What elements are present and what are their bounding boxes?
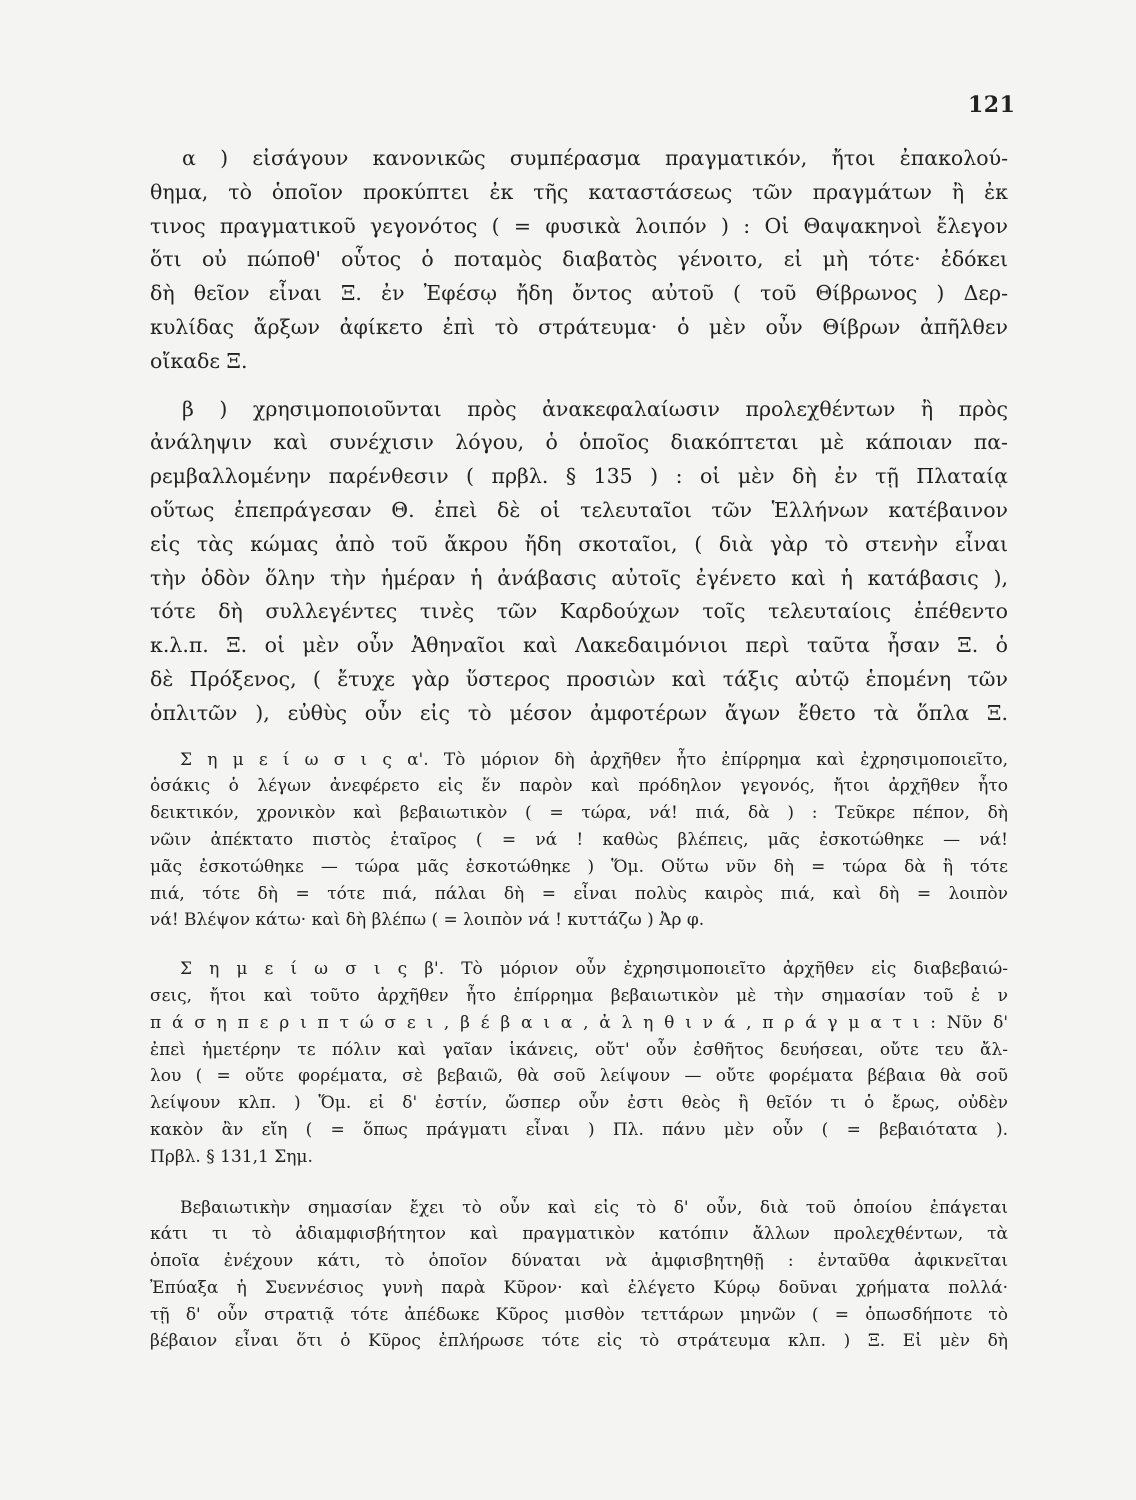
- page-number: 121: [968, 92, 1016, 118]
- text-line: Πρβλ. § 131,1 Σημ.: [150, 1146, 313, 1167]
- text-line: θημα, τὸ ὁποῖον προκύπτει ἐκ τῆς καταστάσεως τῶν πραγμάτων ἢ ἐκ: [150, 179, 1008, 204]
- text-line: δεικτικόν, χρονικὸν καὶ βεβαιωτικὸν ( = τώρα, νά! πιά, δὰ ) : Τεῦκρε πέπον, δὴ: [150, 803, 1008, 824]
- text-line: π ά σ η π ε ρ ι π τ ώ σ ε ι , β έ β α ι α , ἀ λ η θ ι ν ά , π ρ ά γ μ α τ ι : Νῦν δ': [150, 1012, 1008, 1033]
- text-line: λείψουν κλπ. ) Ὅμ. εἰ δ' ἐστίν, ὥσπερ οὖν ἐστι θεὸς ἢ θεῖόν τι ὁ ἔρως, οὐδὲν: [150, 1093, 1008, 1114]
- text-line: δὴ θεῖον εἶναι Ξ. ἐν Ἐφέσῳ ἤδη ὄντος αὐτοῦ ( τοῦ Θίβρωνος ) Δερ-: [150, 281, 1008, 306]
- text-line: ἀνάληψιν καὶ συνέχισιν λόγου, ὁ ὁποῖος διακόπτεται μὲ κάποιαν πα-: [150, 430, 1008, 455]
- text-line: βέβαιον εἶναι ὅτι ὁ Κῦρος ἐπλήρωσε τότε εἰς τὸ στράτευμα κλπ. ) Ξ. Εἰ μὲν δὴ: [150, 1331, 1008, 1352]
- text-line: τὴν ὁδὸν ὅλην τὴν ἡμέραν ἡ ἀνάβασις αὐτοῖς ἐγένετο καὶ ἡ κατάβασις ),: [150, 565, 1008, 590]
- text-line: εἰς τὰς κώμας ἀπὸ τοῦ ἄκρου ἤδη σκοταῖοι, ( διὰ γὰρ τὸ στενὴν εἶναι: [150, 531, 1008, 556]
- text-line: β ) χρησιμοποιοῦνται πρὸς ἀνακεφαλαίωσιν προλεχθέντων ἢ πρὸς: [182, 396, 1008, 421]
- paragraph-alpha: [150, 142, 1008, 379]
- text-line: κακὸν ἂν εἴη ( = ὅπως πράγματι εἶναι ) Πλ. πάνυ μὲν οὖν ( = βεβαιότατα ).: [150, 1119, 1008, 1140]
- text-line: Σ η μ ε ί ω σ ι ς α'. Τὸ μόριον δὴ ἀρχῆθεν ἦτο ἐπίρρημα καὶ ἐχρησιμοποιεῖτο,: [180, 749, 1008, 770]
- note-beta: [150, 956, 1008, 1170]
- text-line: ἐπεὶ ἡμετέρην τε πόλιν καὶ γαῖαν ἱκάνεις, οὔτ' οὖν ἐσθῆτος δευήσεαι, οὔτε τευ ἄλ-: [150, 1039, 1008, 1060]
- text-line: ρεμβαλλομένην παρένθεσιν ( πρβλ. § 135 ) : οἱ μὲν δὴ ἐν τῇ Πλαταίᾳ: [150, 464, 1008, 489]
- text-line: Ἐπύαξα ἡ Συεννέσιος γυνὴ παρὰ Κῦρον· καὶ ἐλέγετο Κύρῳ δοῦναι χρήματα πολλά·: [150, 1277, 1008, 1298]
- text-line: μᾶς ἐσκοτώθηκε — τώρα μᾶς ἐσκοτώθηκε ) Ὅμ. Οὕτω νῦν δὴ = τώρα δὰ ἢ τότε: [150, 856, 1008, 877]
- text-line: ὁποῖα ἐνέχουν κάτι, τὸ ὁποῖον δύναται νὰ ἀμφισβητηθῇ : ἐνταῦθα ἀφικνεῖται: [150, 1251, 1008, 1272]
- text-line: κ.λ.π. Ξ. οἱ μὲν οὖν Ἀθηναῖοι καὶ Λακεδαιμόνιοι περὶ ταῦτα ἦσαν Ξ. ὁ: [150, 633, 1008, 658]
- text-line: Βεβαιωτικὴν σημασίαν ἔχει τὸ οὖν καὶ εἰς τὸ δ' οὖν, διὰ τοῦ ὁποίου ἐπάγεται: [180, 1197, 1008, 1218]
- text-line: τῇ δ' οὖν στρατιᾷ τότε ἀπέδωκε Κῦρος μισθὸν τεττάρων μηνῶν ( = ὁπωσδήποτε τὸ: [150, 1304, 1008, 1325]
- text-line: ὁσάκις ὁ λέγων ἀνεφέρετο εἰς ἕν παρὸν καὶ πρόδηλον γεγονός, ἤτοι ἀρχῆθεν ἦτο: [150, 776, 1008, 797]
- text-line: ὅτι οὐ πώποθ' οὗτος ὁ ποταμὸς διαβατὸς γένοιτο, εἰ μὴ τότε· ἐδόκει: [150, 247, 1008, 272]
- text-line: τότε δὴ συλλεγέντες τινὲς τῶν Καρδούχων τοῖς τελευταίοις ἐπέθεντο: [150, 599, 1008, 624]
- text-line: τινος πραγματικοῦ γεγονότος ( = φυσικὰ λοιπόν ) : Οἱ Θαψακηνοὶ ἔλεγον: [150, 213, 1008, 238]
- text-line: πιά, τότε δὴ = τότε πιά, πάλαι δὴ = εἶναι πολὺς καιρὸς πιά, καὶ δὴ = λοιπὸν: [150, 883, 1008, 904]
- closing-paragraph: [150, 1195, 1008, 1356]
- text-line: λου ( = οὔτε φορέματα, σὲ βεβαιῶ, θὰ σοῦ λείψουν — οὔτε φορέματα βέβαια θὰ σοῦ: [150, 1066, 1008, 1087]
- text-line: κυλίδας ἄρξων ἀφίκετο ἐπὶ τὸ στράτευμα· ὁ μὲν οὖν Θίβρων ἀπῆλθεν: [150, 314, 1008, 339]
- text-line: νῶιν ἀπέκτατο πιστὸς ἑταῖρος ( = νά ! καθὼς βλέπεις, μᾶς ἐσκοτώθηκε — νά!: [150, 829, 1008, 850]
- paragraph-beta: [150, 393, 1008, 731]
- text-line: νά! Βλέψον κάτω· καὶ δὴ βλέπω ( = λοιπὸν νά ! κυττάζω ) Ἀρ φ.: [150, 910, 705, 931]
- text-line: κάτι τι τὸ ἀδιαμφισβήτητον καὶ πραγματικὸν κατόπιν ἄλλων προλεχθέντων, τὰ: [150, 1224, 1008, 1245]
- text-line: Σ η μ ε ί ω σ ι ς β'. Τὸ μόριον οὖν ἐχρησιμοποιεῖτο ἀρχῆθεν εἰς διαβεβαιώ-: [180, 959, 1008, 980]
- text-line: α ) εἰσάγουν κανονικῶς συμπέρασμα πραγματικόν, ἤτοι ἐπακολού-: [182, 146, 1008, 170]
- text-line: οὕτως ἐπεπράγεσαν Θ. ἐπεὶ δὲ οἱ τελευταῖοι τῶν Ἑλλήνων κατέβαινον: [150, 497, 1008, 522]
- text-line: σεις, ἤτοι καὶ τοῦτο ἀρχῆθεν ἦτο ἐπίρρημα βεβαιωτικὸν μὲ τὴν σημασίαν τοῦ ἐ ν: [150, 985, 1008, 1006]
- text-line: ὁπλιτῶν ), εὐθὺς οὖν εἰς τὸ μέσον ἀμφοτέρων ἄγων ἔθετο τὰ ὅπλα Ξ.: [150, 700, 1008, 725]
- page-body: [150, 142, 1008, 1355]
- text-line: οἴκαδε Ξ.: [150, 348, 248, 373]
- text-line: δὲ Πρόξενος, ( ἔτυχε γὰρ ὕστερος προσιὼν καὶ τάξις αὐτῷ ἑπομένη τῶν: [150, 666, 1008, 691]
- note-alpha: [150, 747, 1008, 935]
